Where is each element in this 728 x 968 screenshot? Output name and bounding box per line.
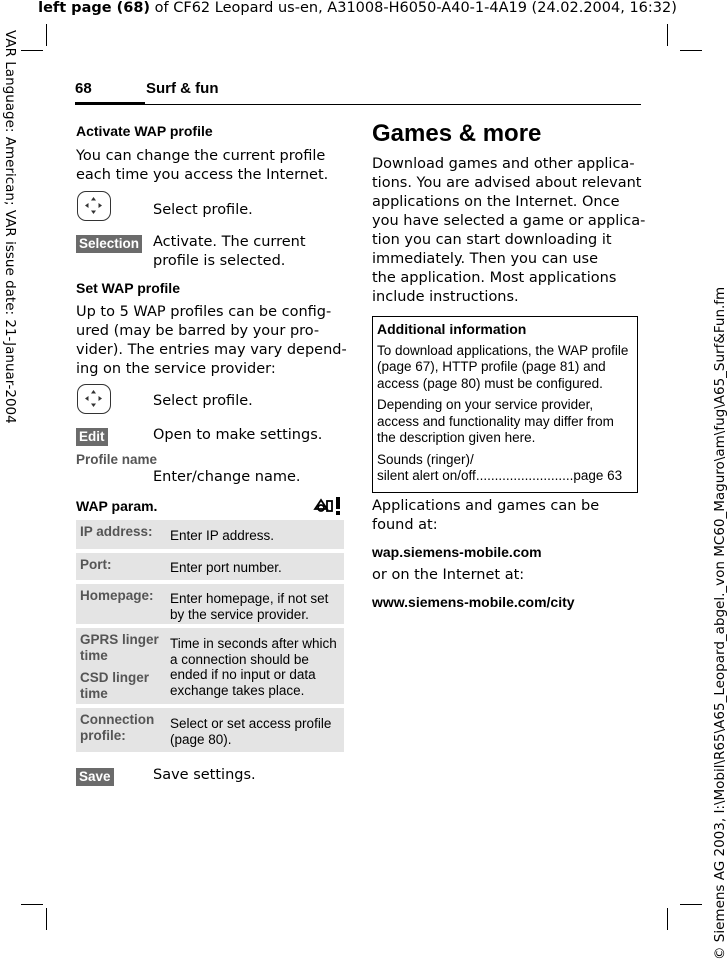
- profile-name-label: Profile name: [76, 452, 158, 467]
- nav-arrows-icon: [78, 192, 109, 219]
- info-ref-dots: ..........................: [475, 468, 574, 483]
- games-line: you have selected a game or applica-: [372, 213, 646, 229]
- print-header: [0, 0, 715, 16]
- games-line: include instructions.: [372, 289, 519, 305]
- crop-mark: [667, 908, 668, 930]
- set-text-1: Up to 5 WAP profiles can be config-: [76, 304, 332, 320]
- info-ref-line: [377, 468, 633, 485]
- param-row: [76, 628, 344, 704]
- param-name: Homepage:: [80, 588, 154, 603]
- selection-softkey: Selection: [76, 235, 142, 253]
- edit-softkey: Edit: [76, 428, 108, 446]
- header-rule: [145, 104, 641, 105]
- set-text-4: ing on the service provider:: [76, 361, 276, 377]
- param-desc: Enter homepage, if not set by the service provider.: [170, 591, 329, 622]
- found-text-2: found at:: [372, 517, 438, 533]
- page-number: 68: [75, 80, 92, 97]
- param-name: IP address:: [80, 524, 153, 539]
- save-softkey: Save: [76, 768, 114, 786]
- games-line: Download games and other applica-: [372, 156, 635, 172]
- set-text-3: vider). The entries may vary depend-: [76, 342, 347, 358]
- select-profile-text-2: Select profile.: [153, 393, 253, 409]
- info-ref-page: page 63: [573, 468, 623, 483]
- param-row: [76, 708, 344, 752]
- print-header-rest: of CF62 Leopard us-en, A31008-H6050-A40-1-4A19 (24.02.2004, 16:32): [150, 0, 677, 16]
- nav-key-icon: [77, 191, 111, 221]
- param-desc: Time in seconds after which a connection should be ended if no input or data exchange takes place.: [170, 636, 337, 698]
- games-line: applications on the Internet. Once: [372, 194, 620, 210]
- games-line: immediately. Then you can use: [372, 251, 599, 267]
- info-paragraph: To download applications, the WAP profile (page 67), HTTP profile (page 81) and access (page 80) must be configured.: [377, 342, 629, 391]
- selection-text-1: Activate. The current: [153, 234, 306, 250]
- param-name: CSD linger time: [80, 670, 150, 701]
- right-margin-text: © Siemens AG 2003, I:\Mobil\R65\A65_Leopard_abgel._von MC60_Maguro\am\fug\A65_Surf&Fun.fm: [712, 286, 728, 960]
- selection-text-2: profile is selected.: [153, 253, 286, 269]
- crop-mark: [46, 908, 47, 930]
- additional-info-box: [372, 316, 638, 493]
- param-desc: Enter IP address.: [170, 528, 275, 543]
- right-margin-note: [696, 286, 728, 960]
- wap-url-link[interactable]: wap.siemens-mobile.com: [372, 544, 542, 560]
- nav-arrows-icon: [78, 385, 109, 412]
- info-ref-label: silent alert on/off: [377, 468, 476, 483]
- activate-text-1: You can change the current profile: [76, 148, 326, 164]
- param-name-group: [76, 628, 164, 704]
- param-name: GPRS linger time: [80, 632, 159, 663]
- games-line: tion you can start downloading it: [372, 232, 612, 248]
- print-header-bold: left page (68): [38, 0, 151, 16]
- left-margin-note: [2, 30, 20, 430]
- section-title: Surf & fun: [146, 80, 219, 97]
- profile-name-text: Enter/change name.: [153, 469, 301, 485]
- param-row: [76, 520, 344, 549]
- provider-icons: [312, 495, 344, 521]
- param-name: Connection profile:: [80, 712, 155, 743]
- crop-mark: [680, 50, 702, 51]
- left-margin-text: VAR Language: American; VAR issue date: 21-Januar-2004: [2, 30, 18, 424]
- crop-mark: [21, 50, 43, 51]
- info-sounds-line: Sounds (ringer)/: [377, 451, 474, 467]
- games-line: the application. Most applications: [372, 270, 617, 286]
- crop-mark: [667, 24, 668, 46]
- param-name: Port:: [80, 557, 112, 572]
- activate-heading: Activate WAP profile: [76, 123, 213, 139]
- header-rule-thick: [75, 102, 145, 105]
- games-text: [372, 155, 645, 307]
- network-provider-icon: [312, 495, 344, 517]
- crop-mark: [46, 24, 47, 46]
- param-row: [76, 584, 344, 624]
- edit-text: Open to make settings.: [153, 427, 323, 443]
- activate-text-2: each time you access the Internet.: [76, 167, 329, 183]
- games-title: Games & more: [372, 120, 542, 147]
- set-text-2: ured (may be barred by your pro-: [76, 323, 320, 339]
- param-row: [76, 553, 344, 580]
- save-text: Save settings.: [153, 767, 256, 783]
- or-text: or on the Internet at:: [372, 567, 525, 583]
- crop-mark: [21, 904, 43, 905]
- web-url-link[interactable]: www.siemens-mobile.com/city: [372, 594, 575, 610]
- param-desc: Select or set access profile (page 80).: [170, 716, 332, 747]
- info-title: Additional information: [377, 321, 527, 337]
- games-line: tions. You are advised about relevant: [372, 175, 642, 191]
- set-heading: Set WAP profile: [76, 280, 180, 296]
- info-paragraph: Depending on your service provider, access and functionality may differ from the description given here.: [377, 397, 614, 445]
- wap-params-table: [76, 520, 344, 756]
- select-profile-text: Select profile.: [153, 202, 253, 218]
- wap-param-heading: WAP param.: [76, 498, 158, 514]
- param-desc: Enter port number.: [170, 560, 282, 575]
- found-text-1: Applications and games can be: [372, 498, 600, 514]
- nav-key-icon: [77, 384, 111, 414]
